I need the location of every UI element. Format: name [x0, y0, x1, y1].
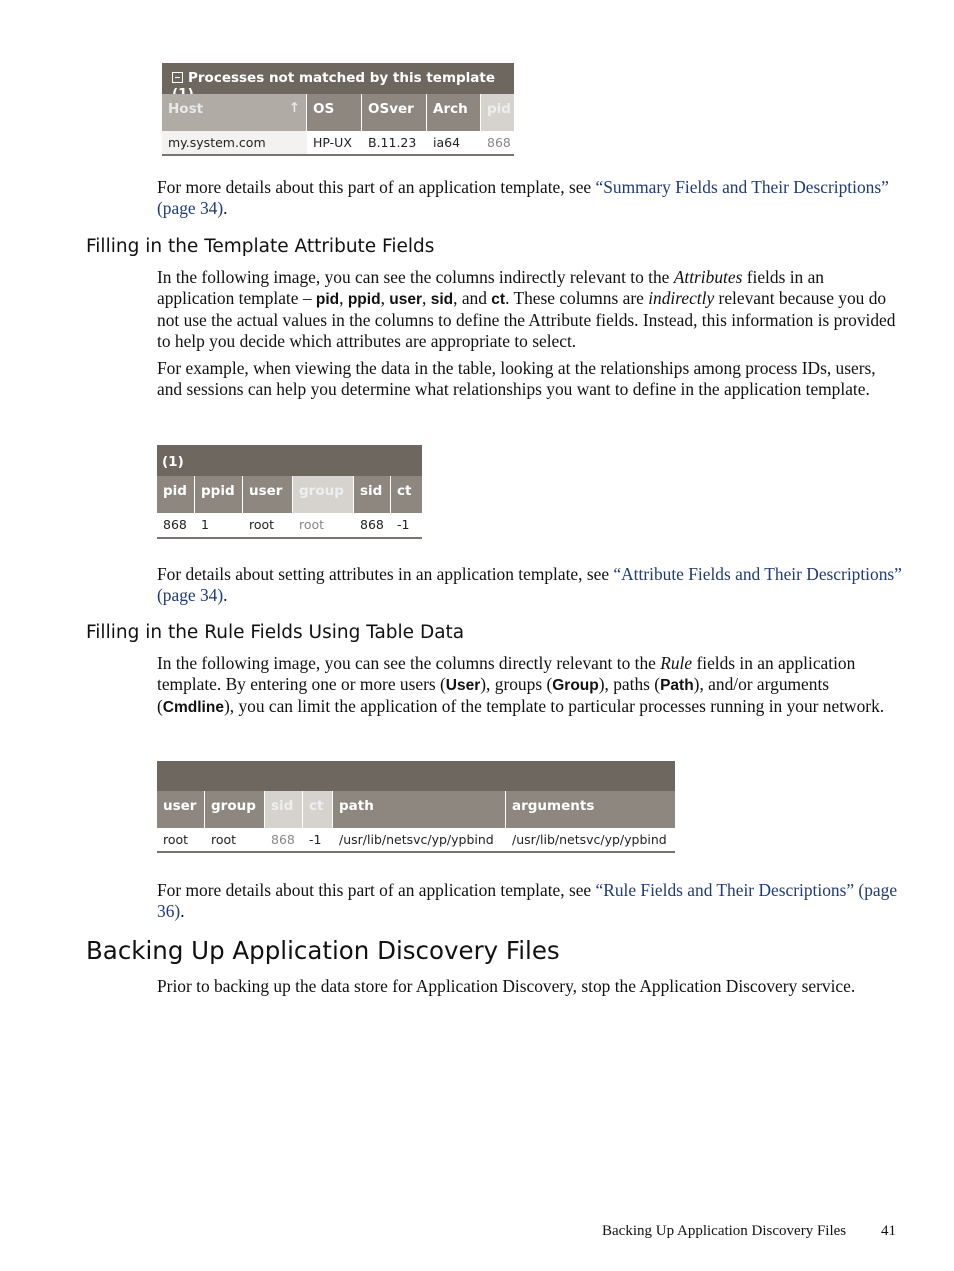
text: In the following image, you can see the columns indirectly relevant to the — [157, 267, 674, 287]
cell-ct: -1 — [391, 513, 422, 537]
column-header-arguments[interactable]: arguments — [506, 791, 675, 828]
table-header-row — [162, 94, 514, 131]
column-header-arch[interactable]: Arch — [427, 94, 481, 131]
text: , — [339, 288, 348, 308]
table-header-row — [157, 476, 422, 513]
column-header-pid[interactable]: pid — [481, 94, 514, 131]
text: ), you can limit the application of the template to particular processes running in your network. — [223, 696, 885, 716]
column-header-ppid[interactable]: ppid — [195, 476, 243, 513]
cell-arguments: /usr/lib/netsvc/yp/ypbind — [506, 828, 675, 851]
cell-pid: 868 — [157, 513, 195, 537]
cell-host: my.system.com — [162, 131, 307, 154]
attribute-fields-reference — [157, 564, 902, 606]
column-header-user[interactable]: user — [157, 791, 205, 828]
bold-pid: pid — [315, 291, 340, 308]
text: ), and/or arguments ( — [157, 674, 830, 716]
para-end: . — [223, 585, 228, 605]
cell-pid: 868 — [481, 131, 514, 154]
bold-path: Path — [660, 677, 694, 694]
text: . These columns are — [505, 288, 649, 308]
bold-user: User — [445, 677, 481, 694]
table-bottom-border — [157, 851, 675, 853]
bold-ppid: ppid — [347, 291, 381, 308]
column-header-ct[interactable]: ct — [391, 476, 422, 513]
table-title-bar[interactable] — [157, 445, 422, 476]
column-header-sid[interactable]: sid — [265, 791, 303, 828]
column-header-ct[interactable]: ct — [303, 791, 333, 828]
table-title: (1) — [162, 454, 184, 470]
text: , and — [453, 288, 492, 308]
text: relevant because you do not use the actual values in the columns to define the Attribute fields. Instead, this information is provided to help you decide which attributes are appropriate to select. — [157, 288, 896, 351]
heading-rule-fields: Filling in the Rule Fields Using Table Data — [86, 622, 465, 643]
column-header-user[interactable]: user — [243, 476, 293, 513]
table-bottom-border — [162, 154, 514, 156]
column-header-group[interactable]: group — [205, 791, 265, 828]
table-header-row — [157, 791, 675, 828]
cell-group: root — [293, 513, 354, 537]
bold-user: user — [389, 291, 423, 308]
para-text: For more details about this part of an application template, see — [157, 177, 596, 197]
summary-fields-link[interactable]: “Summary Fields and Their Descriptions” (page 34) — [157, 177, 889, 218]
attributes-paragraph — [157, 267, 902, 352]
rule-fields-reference — [157, 880, 902, 922]
cell-user: root — [243, 513, 293, 537]
cell-user: root — [157, 828, 205, 851]
sort-arrow-icon: ↑ — [288, 100, 300, 116]
italic-indirectly: indirectly — [648, 288, 715, 308]
column-header-host[interactable] — [162, 94, 307, 131]
table-row[interactable] — [157, 828, 675, 851]
text: ), paths ( — [598, 674, 661, 694]
table-title-bar[interactable] — [157, 761, 675, 791]
heading-backing-up: Backing Up Application Discovery Files — [86, 936, 560, 965]
heading-template-attribute-fields: Filling in the Template Attribute Fields — [86, 236, 435, 257]
rule-fields-table — [157, 761, 675, 853]
table-row[interactable] — [157, 513, 422, 537]
para-text: For details about setting attributes in an application template, see — [157, 564, 614, 584]
para-end: . — [180, 901, 185, 921]
page-footer — [602, 1223, 896, 1240]
cell-osver: B.11.23 — [362, 131, 427, 154]
column-header-os[interactable]: OS — [307, 94, 362, 131]
bold-group: Group — [552, 677, 599, 694]
cell-arch: ia64 — [427, 131, 481, 154]
column-header-pid[interactable]: pid — [157, 476, 195, 513]
italic-attributes: Attributes — [673, 267, 743, 287]
column-header-label: Host — [168, 101, 204, 117]
footer-title: Backing Up Application Discovery Files — [602, 1223, 847, 1239]
text: fields in an application template – — [157, 267, 824, 308]
column-header-sid[interactable]: sid — [354, 476, 391, 513]
cell-os: HP-UX — [307, 131, 362, 154]
para-text: For more details about this part of an application template, see — [157, 880, 596, 900]
text: , — [380, 288, 390, 308]
attributes-table — [157, 445, 422, 539]
backing-up-paragraph: Prior to backing up the data store for Application Discovery, stop the Application Discovery service. — [157, 976, 856, 996]
table-bottom-border — [157, 537, 422, 539]
para-end: . — [223, 198, 228, 218]
table-title-bar[interactable] — [162, 63, 514, 94]
text: , — [422, 288, 431, 308]
text: ), groups ( — [480, 674, 553, 694]
cell-group: root — [205, 828, 265, 851]
bold-ct: ct — [491, 291, 506, 308]
text: fields in an application template. By entering one or more users ( — [157, 653, 856, 694]
cell-path: /usr/lib/netsvc/yp/ypbind — [333, 828, 506, 851]
cell-sid: 868 — [265, 828, 303, 851]
summary-fields-reference — [157, 177, 902, 219]
cell-sid: 868 — [354, 513, 391, 537]
text: In the following image, you can see the columns directly relevant to the — [157, 653, 661, 673]
cell-ppid: 1 — [195, 513, 243, 537]
processes-not-matched-table — [162, 63, 514, 156]
column-header-osver[interactable]: OSver — [362, 94, 427, 131]
page-number: 41 — [881, 1223, 896, 1239]
rule-fields-link[interactable]: “Rule Fields and Their Descriptions” (page 36) — [157, 880, 898, 921]
column-header-group[interactable]: group — [293, 476, 354, 513]
table-title: Processes not matched by this template — [188, 70, 496, 86]
italic-rule: Rule — [660, 653, 693, 673]
attribute-fields-link[interactable]: “Attribute Fields and Their Descriptions” (page 34) — [157, 564, 902, 605]
bold-cmdline: Cmdline — [162, 699, 224, 716]
table-row[interactable] — [162, 131, 514, 154]
cell-ct: -1 — [303, 828, 333, 851]
bold-sid: sid — [430, 291, 454, 308]
example-paragraph: For example, when viewing the data in the table, looking at the relationships among process IDs, users, and sessions can help you determine what relationships you want to define in the application template. — [157, 358, 876, 399]
rule-fields-paragraph — [157, 653, 902, 718]
column-header-path[interactable]: path — [333, 791, 506, 828]
collapse-minus-icon[interactable] — [172, 72, 183, 83]
